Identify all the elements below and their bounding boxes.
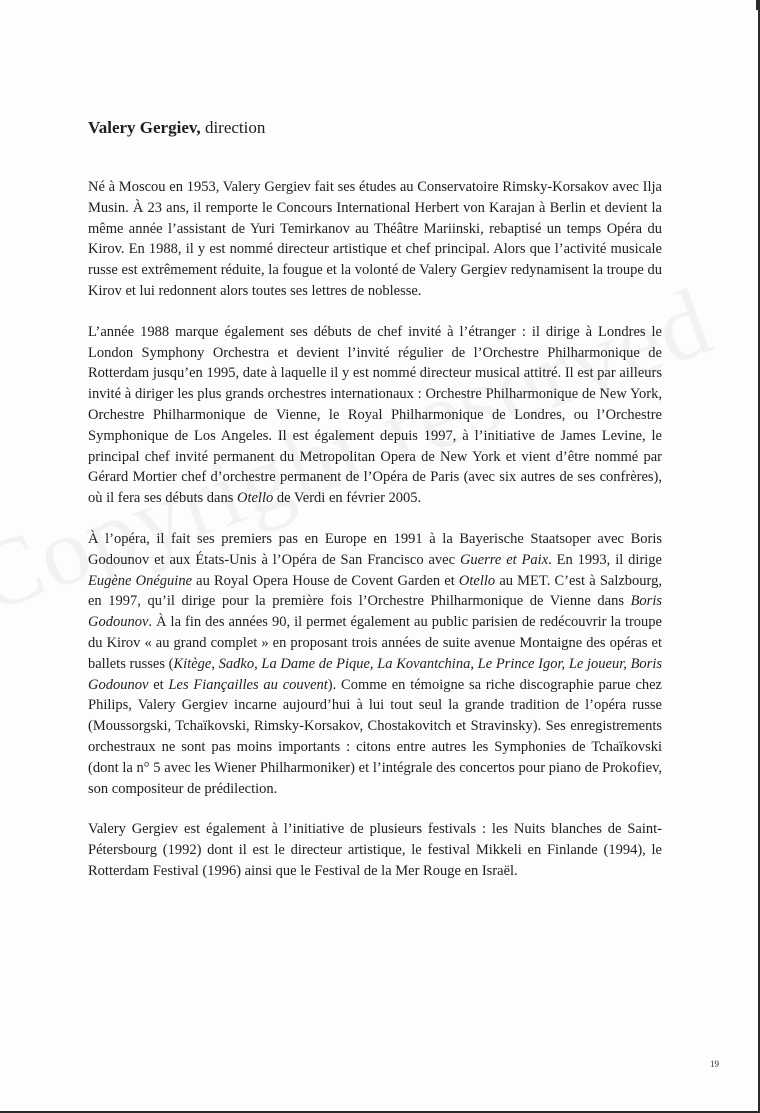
conductor-role: direction [204,118,266,137]
page-number: 19 [710,1059,719,1069]
paragraph-text: ). Comme en témoigne sa riche discographie parue chez Philips, Valery Gergiev incarne aujourd’hui à lui tout seul la grande tradition de l’opéra russe (Moussorgski, Tchaïkovski, Rimsky-Korsakov, Chostakovitch et Stravinsky). Ses enregistrements orchestraux ne sont pas moins importants : citons entre autres les Symphonies de Tchaïkovski (dont la n° 5 avec les Wiener Philharmoniker) et l’intégrale des concertos pour piano de Prokofiev, son compositeur de prédilection. [88,676,662,797]
work-title: Guerre et Paix [459,551,549,568]
paragraph-text: de Verdi en février 2005. [273,490,422,507]
work-title: Otello [458,572,496,589]
paragraph-text: Valery Gergiev est également à l’initiative de plusieurs festivals : les Nuits blanches de Saint-Pétersbourg (1992) dont il est le directeur artistique, le festival Mikkeli en Finlande (1994), le Rotterdam Festival (1996) ainsi que le Festival de la Mer Rouge en Israël. [88,821,662,879]
paragraph-text: au Royal Opera House de Covent Garden et [192,572,459,589]
biography-paragraph [88,322,662,509]
paragraph-text: au MET. C’est à Salzbourg, en 1997, qu’il dirige pour la première fois l’Orchestre Philharmonique de Vienne dans [88,572,662,610]
work-title: Les Fiançailles au couvent [168,676,328,693]
crop-mark [736,0,758,10]
paragraph-text: . À la fin des années 90, il permet également au public parisien de redécouvrir la troupe du Kirov « au grand complet » en proposant trois années de suite avenue Montaigne des opéras et ballets russes ( [88,614,662,672]
work-title: Kitège, Sadko, La Dame de Pique, La Kovantchina, Le Prince Igor, Le joueur, Boris Godounov [88,655,662,693]
biography-body [88,177,662,902]
work-title: Boris Godounov [88,593,662,631]
biography-paragraph [88,529,662,799]
biography-heading [88,117,265,139]
conductor-name: Valery Gergiev, [88,118,201,137]
biography-paragraph [88,819,662,881]
paragraph-text: L’année 1988 marque également ses débuts de chef invité à l’étranger : il dirige à Londres le London Symphony Orchestra et devient l’invité régulier de l’Orchestre Philharmonique de Rotterdam jusqu’en 1995, date à laquelle il y est nommé directeur musical attitré. Il est par ailleurs invité à diriger les plus grands orchestres internationaux : Orchestre Philharmonique de New York, Orchestre Philharmonique de Vienne, le Royal Philharmonique de Londres, ou l’Orchestre Symphonique de Los Angeles. Il est également depuis 1997, à l’initiative de James Levine, le principal chef invité permanent du Metropolitan Opera de New York et vient d’être nommé par Gérard Mortier chef d’orchestre permanent de l’Opéra de Paris (avec six autres de ses confrères), où il fera ses débuts dans [88,323,662,507]
paragraph-text: À l’opéra, il fait ses premiers pas en Europe en 1991 à la Bayerische Staatsoper avec Boris Godounov et aux États-Unis à l’Opéra de San Francisco avec [88,530,662,568]
paragraph-text: Né à Moscou en 1953, Valery Gergiev fait ses études au Conservatoire Rimsky-Korsakov avec Ilja Musin. À 23 ans, il remporte le Concours International Herbert von Karajan à Berlin et devient la même année l’assistant de Yuri Temirkanov au Théâtre Mariinski, rebaptisé un temps Opéra du Kirov. En 1988, il y est nommé directeur artistique et chef principal. Alors que l’activité musicale russe est extrêmement réduite, la fougue et la volonté de Valery Gergiev redynamisent la troupe du Kirov et lui redonnent alors toutes ses lettres de noblesse. [88,179,662,299]
paragraph-text: . En 1993, il dirige [548,551,662,568]
work-title: Eugène Onéguine [88,572,193,589]
work-title: Otello [237,490,274,507]
biography-paragraph [88,177,662,302]
paragraph-text: et [148,676,169,693]
